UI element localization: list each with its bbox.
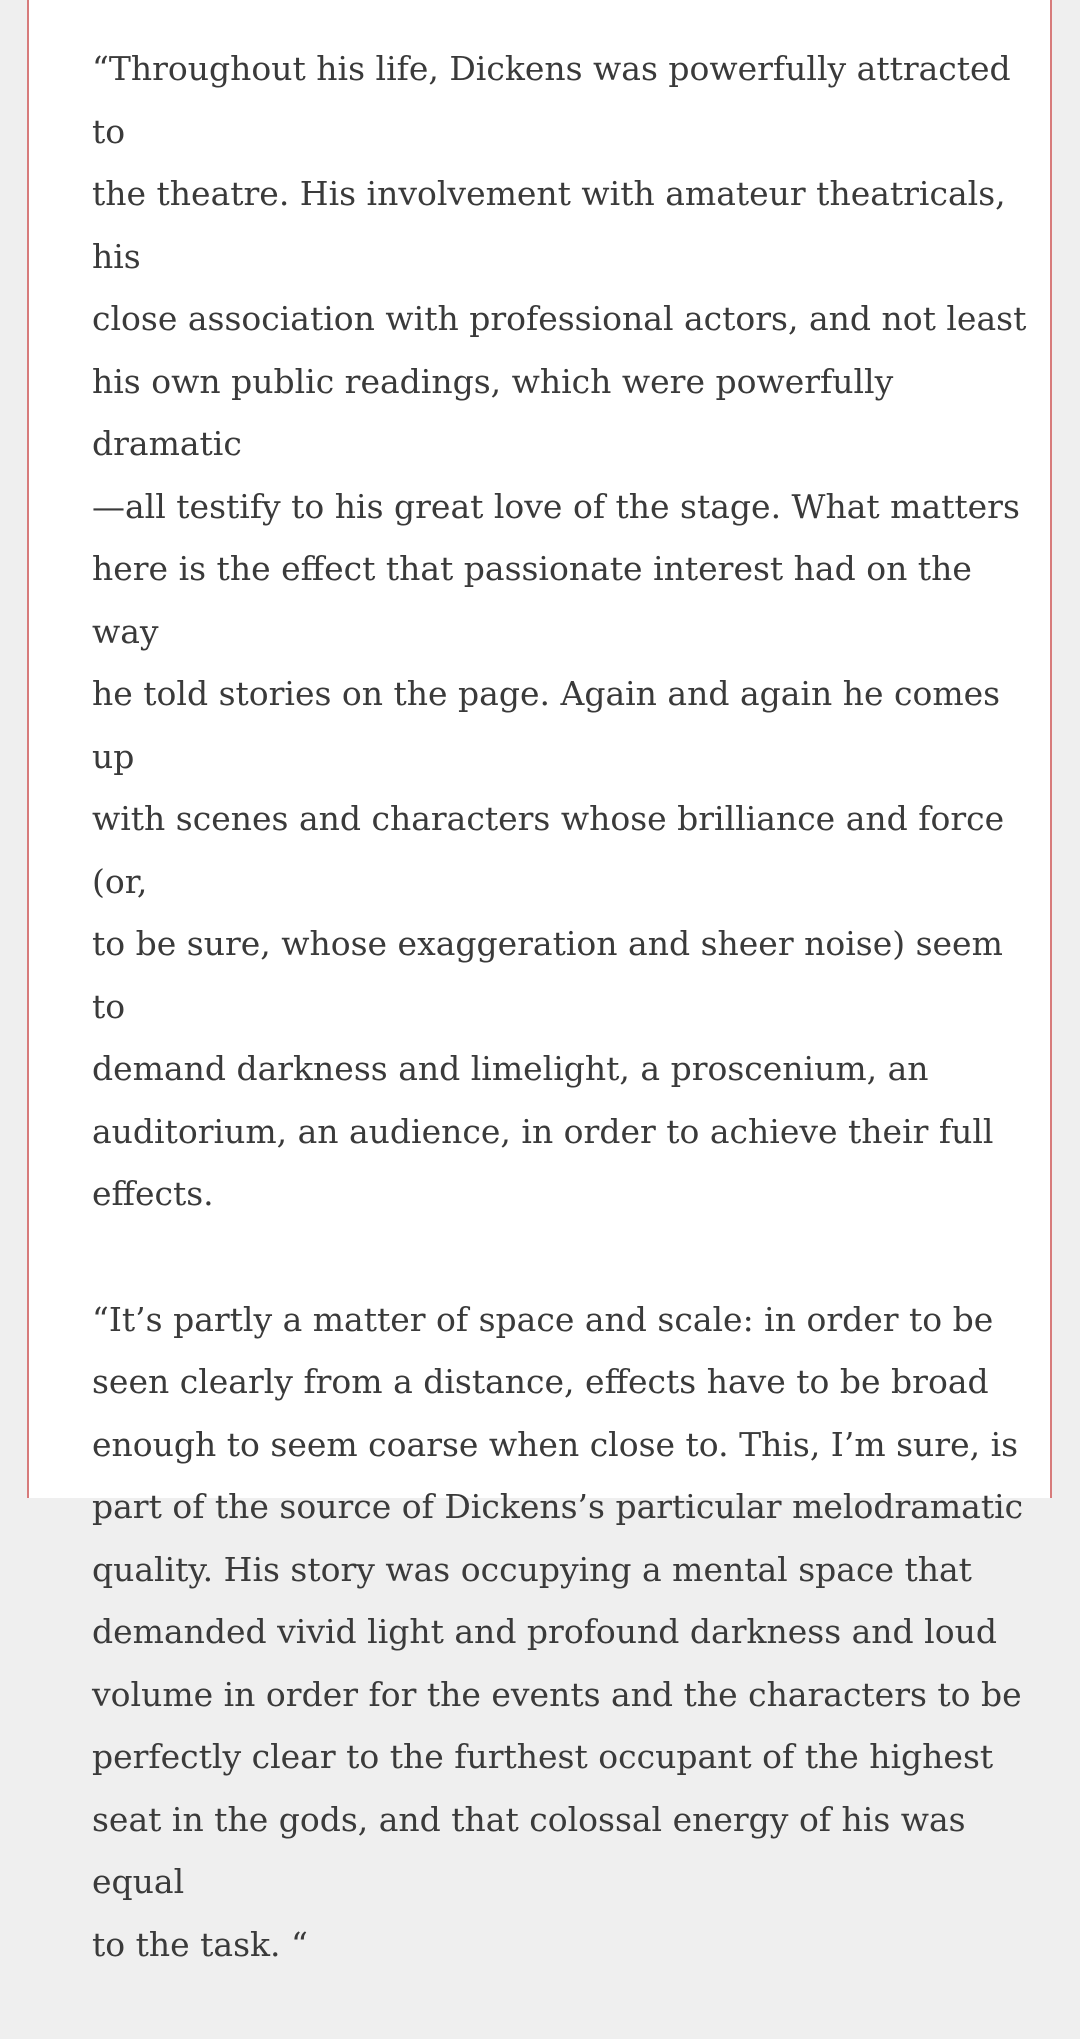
quote-paragraph-1: “Throughout his life, Dickens was powerfully attracted to the theatre. His involvement with amateur theatricals, his close association with professional actors, and not least his own public readings, which were powerfully dramatic —all testify to his great love of the stage. What matters here is the effect that passionate interest had on the way he told stories on the page. Again and again he comes up with scenes and characters whose brilliance and force (or, to be sure, whose exaggeration and sheer noise) seem to demand darkness and limelight, a proscenium, an auditorium, an audience, in order to achieve their full effects. bbox=[92, 49, 1027, 1213]
article-card bbox=[27, 0, 1052, 1964]
quote-paragraph-2: “It’s partly a matter of space and scale: in order to be seen clearly from a distance, effects have to be broad enough to seem coarse when close to. This, I’m sure, is part of the source of Dickens’s particular melodramatic quality. His story was occupying a mental space that demanded vivid light and profound darkness and loud volume in order for the events and the characters to be perfectly clear to the furthest occupant of the highest seat in the gods, and that colossal energy of his was equal to the task. “ bbox=[92, 1299, 1024, 1964]
article-body bbox=[92, 38, 1037, 2039]
